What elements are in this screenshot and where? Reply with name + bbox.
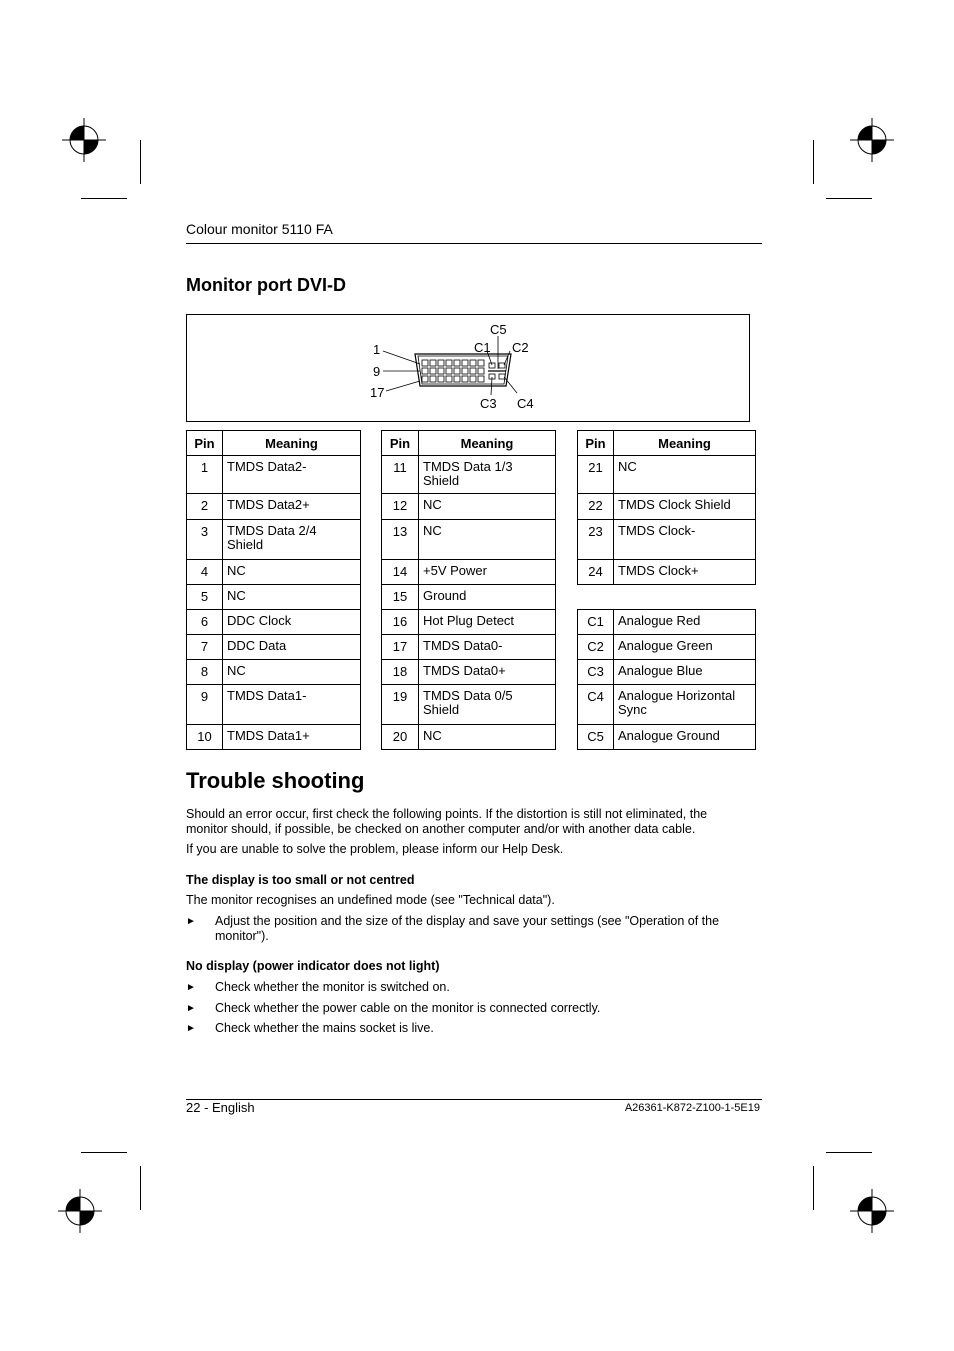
connector-pin [422, 376, 428, 382]
connector-pin [446, 376, 452, 382]
crop-line [140, 140, 141, 184]
pin-meaning: Analogue Green [614, 635, 756, 660]
column-header-pin: Pin [187, 431, 223, 456]
table-row [187, 494, 361, 520]
crop-line [826, 1152, 872, 1153]
connector-pin [446, 368, 452, 374]
pin-number: 22 [578, 494, 614, 520]
table-row [382, 560, 556, 585]
pin-number: 8 [187, 660, 223, 685]
pin-meaning: NC [223, 585, 361, 610]
table-spacer-cell [578, 585, 756, 610]
table-row [187, 725, 361, 750]
pin-meaning: Analogue Ground [614, 725, 756, 750]
registration-mark-top-right [850, 118, 894, 162]
table-row [578, 494, 756, 520]
pin-number: 18 [382, 660, 419, 685]
table-row [187, 635, 361, 660]
table-row [578, 660, 756, 685]
table-row [187, 610, 361, 635]
pin-number: 14 [382, 560, 419, 585]
pin-meaning: DDC Data [223, 635, 361, 660]
pin-meaning: TMDS Clock Shield [614, 494, 756, 520]
crop-line [813, 1166, 814, 1210]
pin-meaning: NC [223, 660, 361, 685]
pin-label: C3 [480, 396, 497, 411]
connector-pin [454, 368, 460, 374]
running-header: Colour monitor 5110 FA [186, 221, 333, 237]
pin-number: 1 [187, 456, 223, 494]
pin-number: C1 [578, 610, 614, 635]
pin-label: C4 [517, 396, 534, 411]
pin-number: 12 [382, 494, 419, 520]
crop-line [81, 1152, 127, 1153]
bullet-arrow-icon: ► [186, 1003, 196, 1014]
subsection-heading: No display (power indicator does not light) [186, 959, 440, 973]
registration-mark-bottom-right [850, 1189, 894, 1233]
troubleshooting-heading: Trouble shooting [186, 768, 365, 793]
connector-pin [438, 368, 444, 374]
table-row [382, 660, 556, 685]
table-row [382, 725, 556, 750]
pin-number: 20 [382, 725, 419, 750]
pin-label: C1 [474, 340, 491, 355]
connector-pin [478, 360, 484, 366]
pin-meaning: TMDS Data 0/5 Shield [419, 685, 556, 725]
pin-label: C5 [490, 322, 507, 337]
column-header-meaning: Meaning [614, 431, 756, 456]
dvi-connector-icon [186, 314, 750, 422]
registration-mark-top-left [62, 118, 106, 162]
dvi-connector-diagram [186, 314, 750, 422]
list-item: Check whether the monitor is switched on. [215, 980, 450, 994]
connector-pin [438, 376, 444, 382]
table-spacer [578, 585, 756, 610]
pin-number: 16 [382, 610, 419, 635]
pin-number: C4 [578, 685, 614, 725]
pin-meaning: NC [419, 725, 556, 750]
pin-meaning: TMDS Data1+ [223, 725, 361, 750]
intro-paragraph: Should an error occur, first check the following points. If the distortion is still not eliminated, the monitor should, if possible, be checked on another computer and/or with another data cable. [186, 807, 708, 836]
pin-label: 9 [373, 364, 381, 379]
pin-meaning: TMDS Data0- [419, 635, 556, 660]
pin-label: C2 [512, 340, 529, 355]
pin-meaning: Ground [419, 585, 556, 610]
column-header-pin: Pin [382, 431, 419, 456]
connector-pin [478, 368, 484, 374]
bullet-arrow-icon: ► [186, 916, 196, 927]
crop-line [81, 198, 127, 199]
column-header-pin: Pin [578, 431, 614, 456]
connector-pin [470, 360, 476, 366]
header-rule [186, 243, 762, 244]
crop-line [826, 198, 872, 199]
pin-meaning: TMDS Data 1/3 Shield [419, 456, 556, 494]
table-row [578, 456, 756, 494]
table-row [578, 610, 756, 635]
pin-number: C5 [578, 725, 614, 750]
subsection-text: The monitor recognises an undefined mode (see "Technical data"). [186, 893, 555, 907]
table-row [187, 660, 361, 685]
pin-meaning: Hot Plug Detect [419, 610, 556, 635]
registration-mark-bottom-left [58, 1189, 102, 1233]
section-title: Monitor port DVI-D [186, 275, 346, 295]
connector-pin [430, 368, 436, 374]
pin-meaning: NC [419, 520, 556, 560]
crop-line [813, 140, 814, 184]
connector-pin [470, 376, 476, 382]
pin-meaning: Analogue Horizontal Sync [614, 685, 756, 725]
table-row [578, 635, 756, 660]
help-desk-paragraph: If you are unable to solve the problem, please inform our Help Desk. [186, 842, 564, 856]
pin-meaning: NC [614, 456, 756, 494]
table-row [187, 456, 361, 494]
pin-number: 10 [187, 725, 223, 750]
table-row [382, 456, 556, 494]
connector-pin [462, 368, 468, 374]
pin-number: C2 [578, 635, 614, 660]
connector-pin [446, 360, 452, 366]
crop-line [140, 1166, 141, 1210]
connector-pin [470, 368, 476, 374]
pin-number: 4 [187, 560, 223, 585]
column-header-meaning: Meaning [223, 431, 361, 456]
pin-number: 23 [578, 520, 614, 560]
bullet-arrow-icon: ► [186, 982, 196, 993]
table-row [187, 560, 361, 585]
document-id: A26361-K872-Z100-1-5E19 [624, 1102, 760, 1114]
connector-pin [422, 360, 428, 366]
footer-rule [186, 1099, 762, 1100]
list-item: Check whether the power cable on the monitor is connected correctly. [215, 1001, 601, 1015]
connector-pin [438, 360, 444, 366]
pin-label: 17 [370, 385, 385, 400]
pin-number: 15 [382, 585, 419, 610]
table-row [187, 685, 361, 725]
connector-pin [430, 360, 436, 366]
table-row [187, 585, 361, 610]
table-row [382, 635, 556, 660]
pin-number: 5 [187, 585, 223, 610]
pin-number: C3 [578, 660, 614, 685]
pin-meaning: TMDS Data 2/4 Shield [223, 520, 361, 560]
pin-meaning: TMDS Data1- [223, 685, 361, 725]
connector-pin [462, 360, 468, 366]
pin-meaning: DDC Clock [223, 610, 361, 635]
pin-meaning: Analogue Blue [614, 660, 756, 685]
list-item: Adjust the position and the size of the display and save your settings (see "Operation of the monitor"). [215, 914, 720, 943]
bullet-arrow-icon: ► [186, 1023, 196, 1034]
pin-meaning: TMDS Clock- [614, 520, 756, 560]
page-number: 22 - English [186, 1100, 255, 1115]
connector-pin [454, 376, 460, 382]
pin-number: 19 [382, 685, 419, 725]
table-row [578, 560, 756, 585]
pin-number: 21 [578, 456, 614, 494]
pin-number: 7 [187, 635, 223, 660]
pin-meaning: NC [223, 560, 361, 585]
pin-number: 3 [187, 520, 223, 560]
pin-number: 17 [382, 635, 419, 660]
pin-number: 24 [578, 560, 614, 585]
table-row [578, 685, 756, 725]
table-row [578, 520, 756, 560]
pin-table-right [577, 430, 756, 750]
table-row [382, 610, 556, 635]
pin-meaning: Analogue Red [614, 610, 756, 635]
connector-pin [462, 376, 468, 382]
pin-meaning: +5V Power [419, 560, 556, 585]
pin-table-left [186, 430, 361, 750]
table-row [382, 685, 556, 725]
list-item: Check whether the mains socket is live. [215, 1021, 434, 1035]
table-row [382, 585, 556, 610]
table-row [382, 494, 556, 520]
column-header-meaning: Meaning [419, 431, 556, 456]
pin-meaning: NC [419, 494, 556, 520]
connector-pin [422, 368, 428, 374]
pin-number: 6 [187, 610, 223, 635]
table-row [382, 520, 556, 560]
pin-meaning: TMDS Clock+ [614, 560, 756, 585]
pin-meaning: TMDS Data2+ [223, 494, 361, 520]
subsection-heading: The display is too small or not centred [186, 873, 415, 887]
pin-number: 2 [187, 494, 223, 520]
table-row [578, 725, 756, 750]
pin-number: 11 [382, 456, 419, 494]
pin-label: 1 [373, 342, 381, 357]
table-row [187, 520, 361, 560]
pin-meaning: TMDS Data0+ [419, 660, 556, 685]
connector-pin [454, 360, 460, 366]
connector-pin [478, 376, 484, 382]
pin-number: 13 [382, 520, 419, 560]
pin-meaning: TMDS Data2- [223, 456, 361, 494]
pin-number: 9 [187, 685, 223, 725]
pin-table-middle [381, 430, 556, 750]
connector-pin [430, 376, 436, 382]
